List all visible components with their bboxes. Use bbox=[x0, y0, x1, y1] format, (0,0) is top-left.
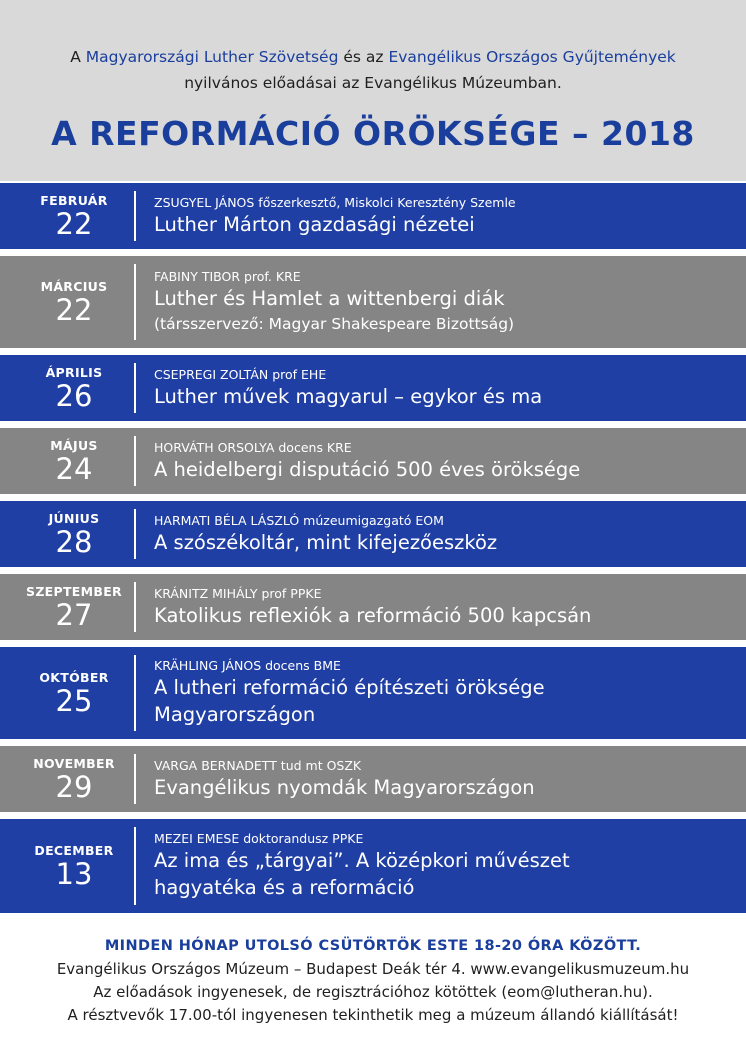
event-title: A szószékoltár, mint kifejezőeszköz bbox=[154, 530, 498, 554]
event-info bbox=[154, 256, 736, 348]
event-speaker: ZSUGYEL JÁNOS főszerkesztő, Miskolci Keresztény Szemle bbox=[154, 194, 516, 210]
event-info bbox=[154, 355, 736, 421]
event-title-line-2: hagyatéka és a reformáció bbox=[154, 876, 415, 899]
header-banner bbox=[0, 0, 746, 181]
event-day: 28 bbox=[55, 524, 93, 559]
event-month: OKTÓBER bbox=[39, 669, 109, 685]
event-date bbox=[0, 355, 148, 421]
date-divider bbox=[134, 363, 136, 413]
event-date bbox=[0, 819, 148, 913]
exhibition-line: A résztvevők 17.00-tól ingyenesen tekinthetik meg a múzeum állandó kiállítását! bbox=[67, 1006, 679, 1024]
date-divider bbox=[134, 509, 136, 559]
intro-text bbox=[0, 44, 746, 96]
event-speaker: KRÄHLING JÁNOS docens BME bbox=[154, 658, 341, 673]
event-date bbox=[0, 647, 148, 739]
event-title: Luther művek magyarul – egykor és ma bbox=[154, 384, 543, 408]
event-row-december bbox=[0, 819, 746, 913]
venue-line: Evangélikus Országos Múzeum – Budapest Deák tér 4. www.evangelikusmuzeum.hu bbox=[56, 960, 690, 978]
event-info bbox=[154, 183, 736, 249]
event-title: A heidelbergi disputáció 500 éves öröksége bbox=[154, 457, 581, 481]
event-day: 26 bbox=[55, 378, 93, 413]
event-date bbox=[0, 574, 148, 640]
event-month: MÁJUS bbox=[50, 437, 98, 453]
intro-prefix: A bbox=[70, 48, 86, 66]
event-date bbox=[0, 183, 148, 249]
event-month: FEBRUÁR bbox=[40, 192, 108, 208]
organizer-2: Evangélikus Országos Gyűjtemények bbox=[388, 48, 676, 66]
event-day: 29 bbox=[55, 769, 93, 804]
schedule-notice: MINDEN HÓNAP UTOLSÓ CSÜTÖRTÖK ESTE 18-20 ÓRA KÖZÖTT. bbox=[104, 938, 642, 954]
event-date bbox=[0, 428, 148, 494]
event-month: MÁRCIUS bbox=[40, 278, 108, 294]
event-info bbox=[154, 647, 736, 739]
event-row-majus bbox=[0, 428, 746, 494]
intro-middle: és az bbox=[338, 48, 389, 66]
event-day: 22 bbox=[55, 292, 93, 327]
event-row-aprilis bbox=[0, 355, 746, 421]
event-date bbox=[0, 501, 148, 567]
event-title-line-1: Az ima és „tárgyai”. A középkori művészet bbox=[154, 849, 570, 872]
event-speaker: KRÁNITZ MIHÁLY prof PPKE bbox=[154, 585, 322, 601]
event-day: 24 bbox=[55, 451, 93, 486]
date-divider bbox=[134, 754, 136, 804]
event-speaker: MEZEI EMESE doktorandusz PPKE bbox=[154, 831, 364, 846]
event-row-junius bbox=[0, 501, 746, 567]
event-row-szeptember bbox=[0, 574, 746, 640]
event-title: Evangélikus nyomdák Magyarországon bbox=[154, 775, 535, 799]
date-divider bbox=[134, 655, 136, 731]
event-speaker: FABINY TIBOR prof. KRE bbox=[154, 268, 301, 284]
intro-line-2: nyilvános előadásai az Evangélikus Múzeumban. bbox=[184, 74, 562, 92]
event-title: Luther Márton gazdasági nézetei bbox=[154, 212, 475, 236]
event-day: 22 bbox=[55, 206, 93, 241]
date-divider bbox=[134, 191, 136, 241]
date-divider bbox=[134, 582, 136, 632]
date-divider bbox=[134, 436, 136, 486]
event-month: NOVEMBER bbox=[33, 755, 115, 771]
event-info bbox=[154, 819, 736, 913]
footer bbox=[0, 934, 746, 1027]
event-month: SZEPTEMBER bbox=[26, 583, 122, 599]
event-title: Katolikus reflexiók a reformáció 500 kapcsán bbox=[154, 603, 592, 627]
event-title-line-1: A lutheri reformáció építészeti öröksége bbox=[154, 676, 545, 699]
event-date bbox=[0, 746, 148, 812]
event-speaker: VARGA BERNADETT tud mt OSZK bbox=[154, 757, 362, 773]
event-speaker: HARMATI BÉLA LÁSZLÓ múzeumigazgató EOM bbox=[154, 512, 444, 528]
event-row-november bbox=[0, 746, 746, 812]
event-row-oktober bbox=[0, 647, 746, 739]
event-info bbox=[154, 574, 736, 640]
date-divider bbox=[134, 264, 136, 340]
registration-line: Az előadások ingyenesek, de regisztrációhoz kötöttek (eom@lutheran.hu). bbox=[93, 983, 653, 1001]
event-month: DECEMBER bbox=[34, 842, 114, 858]
event-speaker: HORVÁTH ORSOLYA docens KRE bbox=[154, 439, 352, 455]
date-divider bbox=[134, 827, 136, 905]
event-info bbox=[154, 501, 736, 567]
event-title: Luther és Hamlet a wittenbergi diák bbox=[154, 286, 505, 310]
event-info bbox=[154, 428, 736, 494]
event-title-line-2: Magyarországon bbox=[154, 703, 316, 726]
event-day: 27 bbox=[55, 597, 93, 632]
event-month: ÁPRILIS bbox=[45, 364, 103, 380]
event-row-marcius bbox=[0, 256, 746, 348]
event-day: 25 bbox=[55, 683, 93, 718]
page-title: A REFORMÁCIÓ ÖRÖKSÉGE – 2018 bbox=[51, 114, 695, 153]
event-day: 13 bbox=[55, 856, 93, 891]
event-month: JÚNIUS bbox=[48, 510, 100, 526]
event-info bbox=[154, 746, 736, 812]
organizer-1: Magyarországi Luther Szövetség bbox=[85, 48, 339, 66]
event-speaker: CSEPREGI ZOLTÁN prof EHE bbox=[154, 366, 327, 382]
event-note: (társszervező: Magyar Shakespeare Bizottság) bbox=[154, 314, 515, 333]
event-row-februar bbox=[0, 183, 746, 249]
event-date bbox=[0, 256, 148, 348]
